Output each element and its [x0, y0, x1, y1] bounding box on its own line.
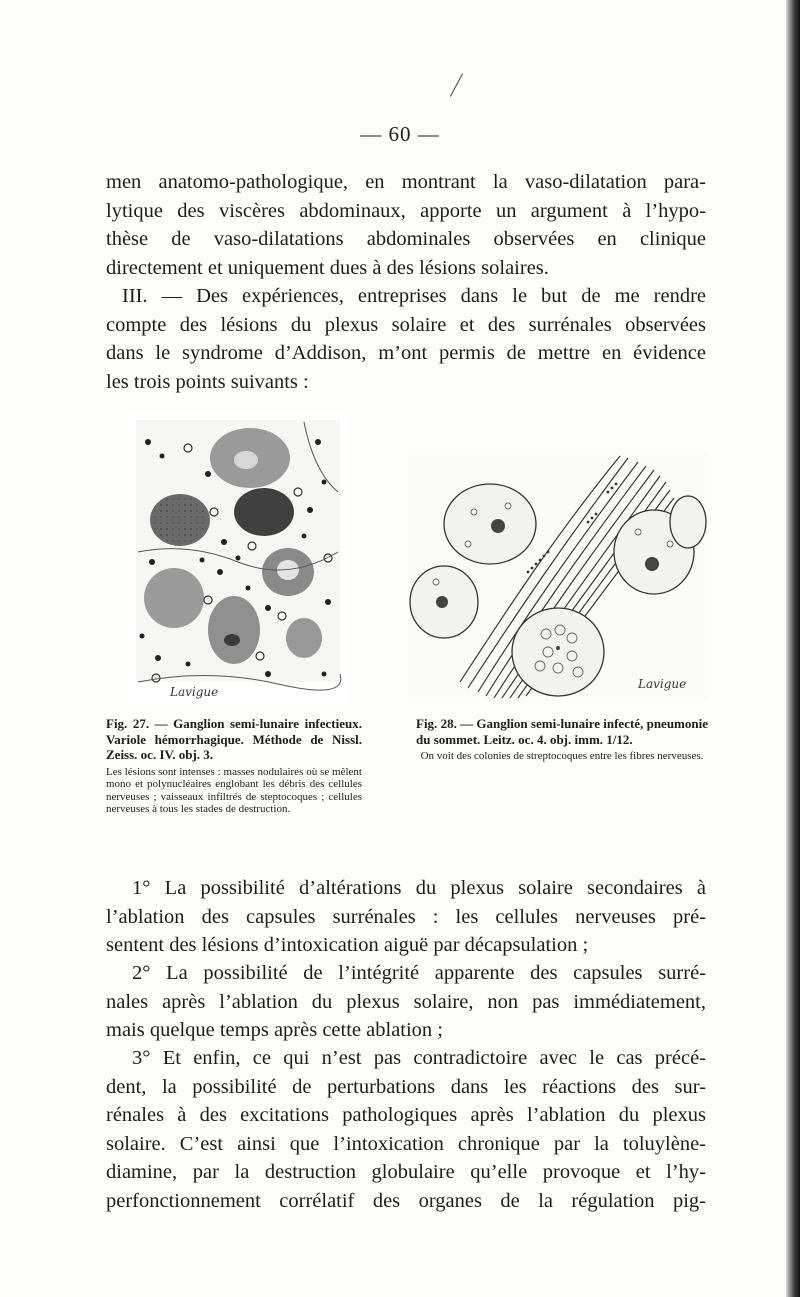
section-3-paragraph [106, 282, 706, 396]
page-number: — 60 — [360, 122, 440, 146]
figure-28-caption [416, 716, 708, 763]
intro-paragraph [106, 168, 706, 282]
text-line: directement et uniquement dues à des lésions solaires. [106, 256, 549, 279]
point-1-paragraph [106, 874, 706, 960]
text-line: 3° Et enfin, ce qui n’est pas contradictoire avec le cas précé- [132, 1047, 706, 1069]
text-line: sentent des lésions d’intoxication aiguë par décapsulation ; [106, 934, 589, 956]
page-edge-shadow [786, 0, 800, 1297]
text-line: dent, la possibilité de perturbations dans les réactions des sur- [106, 1075, 706, 1098]
figure-28-note: On voit des colonies de streptocoques entre les fibres nerveuses. [420, 750, 704, 762]
streptococci-fibers-drawing [408, 452, 708, 700]
text-line: mais quelque temps après cette ablation ; [106, 1019, 443, 1041]
point-3-paragraph [106, 1044, 706, 1215]
figure-signature: Lavigue [170, 685, 219, 699]
figure-27-title: Fig. 27. — Ganglion semi-lunaire infectieux. Variole hémorrhagique. Méthode de Nissl. Zeiss. oc. IV. obj. 3. [106, 716, 362, 762]
text-line: rénales à des excitations pathologiques après l’ablation du plexus [106, 1104, 706, 1126]
text-line: dans le syndrome d’Addison, m’ont permis de mettre en évidence [106, 342, 706, 364]
text-line: diamine, par la destruction globulaire qu’elle provoque et l’hy- [106, 1161, 706, 1183]
text-line: perfonctionnement corrélatif des organes de la régulation pig- [106, 1189, 706, 1212]
text-line: lytique des viscères abdominaux, apporte un argument à l’hypo- [106, 199, 706, 222]
text-line: III. — Des expériences, entreprises dans le but de me rendre [122, 285, 706, 307]
point-2-paragraph [106, 959, 706, 1045]
figure-28-image [408, 452, 708, 700]
text-line: nales après l’ablation du plexus solaire, non pas immédiatement, [106, 990, 706, 1013]
text-line: compte des lésions du plexus solaire et des surrénales observées [106, 313, 706, 336]
text-line: men anatomo-pathologique, en montrant la vaso-dilatation para- [106, 171, 706, 193]
text-line: 2° La possibilité de l’intégrité apparente des capsules surré- [132, 962, 706, 984]
text-line: thèse de vaso-dilatations abdominales observées en clinique [106, 228, 706, 250]
figure-signature: Lavigue [638, 677, 687, 691]
text-line: l’ablation des capsules surrénales : les cellules nerveuses pré- [106, 905, 706, 928]
figure-27-caption [106, 716, 362, 816]
text-line: 1° La possibilité d’altérations du plexus solaire secondaires à [132, 877, 706, 899]
text-line: les trois points suivants : [106, 370, 309, 393]
ganglion-cells-drawing [128, 412, 348, 704]
figure-27-image [128, 412, 348, 704]
text-line: solaire. C’est ainsi que l’intoxication chronique par la toluylène- [106, 1132, 706, 1155]
pencil-mark [450, 73, 463, 96]
figure-27-note: Les lésions sont intenses : masses nodulaires où se mêlent mono et polynucléaires englobant les débris des cellules nerveuses ; vaisseaux infiltrés de steptocoques ; cellules nerveuses à tous les stades de destruction. [106, 765, 362, 815]
figure-28-title: Fig. 28. — Ganglion semi-lunaire infecté, pneumonie du sommet. Leitz. oc. 4. obj. imm. 1/12. [416, 716, 708, 747]
